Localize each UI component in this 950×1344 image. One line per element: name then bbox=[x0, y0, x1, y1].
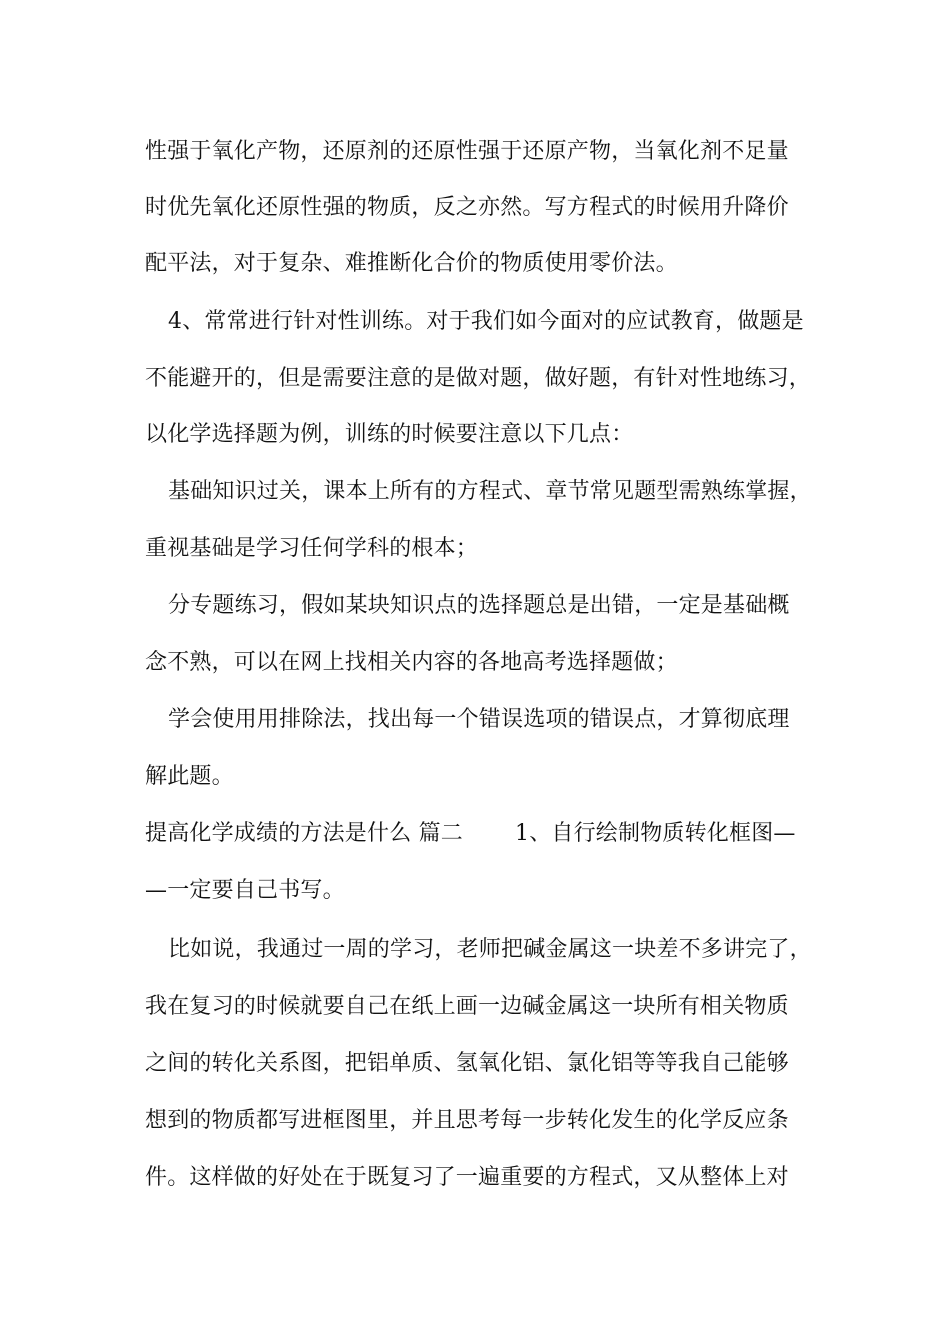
text-line: 念不熟，可以在网上找相关内容的各地高考选择题做； bbox=[145, 650, 678, 675]
text-line: 之间的转化关系图，把铝单质、氢氧化铝、氯化铝等等我自己能够 bbox=[145, 1051, 789, 1076]
section-heading: 提高化学成绩的方法是什么 篇二 bbox=[145, 821, 463, 846]
text-line: 性强于氧化产物，还原剂的还原性强于还原产物，当氧化剂不足量 bbox=[145, 139, 789, 164]
text-line: 分专题练习，假如某块知识点的选择题总是出错，一定是基础概 bbox=[168, 593, 790, 618]
text-line: 基础知识过关，课本上所有的方程式、章节常见题型需熟练掌握， bbox=[168, 479, 812, 504]
text-line: 件。这样做的好处在于既复习了一遍重要的方程式，又从整体上对 bbox=[145, 1165, 789, 1190]
text-line: —一定要自己书写。 bbox=[145, 878, 345, 903]
text-line: 不能避开的，但是需要注意的是做对题，做好题，有针对性地练习， bbox=[145, 366, 812, 391]
section-heading-line bbox=[145, 819, 796, 849]
text-line: 重视基础是学习任何学科的根本； bbox=[145, 536, 479, 561]
text-line: 时优先氧化还原性强的物质，反之亦然。写方程式的时候用升降价 bbox=[145, 195, 789, 220]
text-line: 配平法，对于复杂、难推断化合价的物质使用零价法。 bbox=[145, 251, 678, 276]
text-line: 以化学选择题为例，训练的时候要注意以下几点： bbox=[145, 422, 634, 447]
text-line: 4、常常进行针对性训练。对于我们如今面对的应试教育，做题是 bbox=[168, 309, 804, 334]
text-line: 我在复习的时候就要自己在纸上画一边碱金属这一块所有相关物质 bbox=[145, 994, 789, 1019]
text-line: 解此题。 bbox=[145, 764, 234, 789]
text-line: 想到的物质都写进框图里，并且思考每一步转化发生的化学反应条 bbox=[145, 1108, 789, 1133]
text-line: 1、自行绘制物质转化框图— bbox=[515, 821, 796, 846]
text-line: 比如说，我通过一周的学习，老师把碱金属这一块差不多讲完了， bbox=[168, 937, 812, 962]
text-line: 学会使用用排除法，找出每一个错误选项的错误点，才算彻底理 bbox=[168, 707, 790, 732]
